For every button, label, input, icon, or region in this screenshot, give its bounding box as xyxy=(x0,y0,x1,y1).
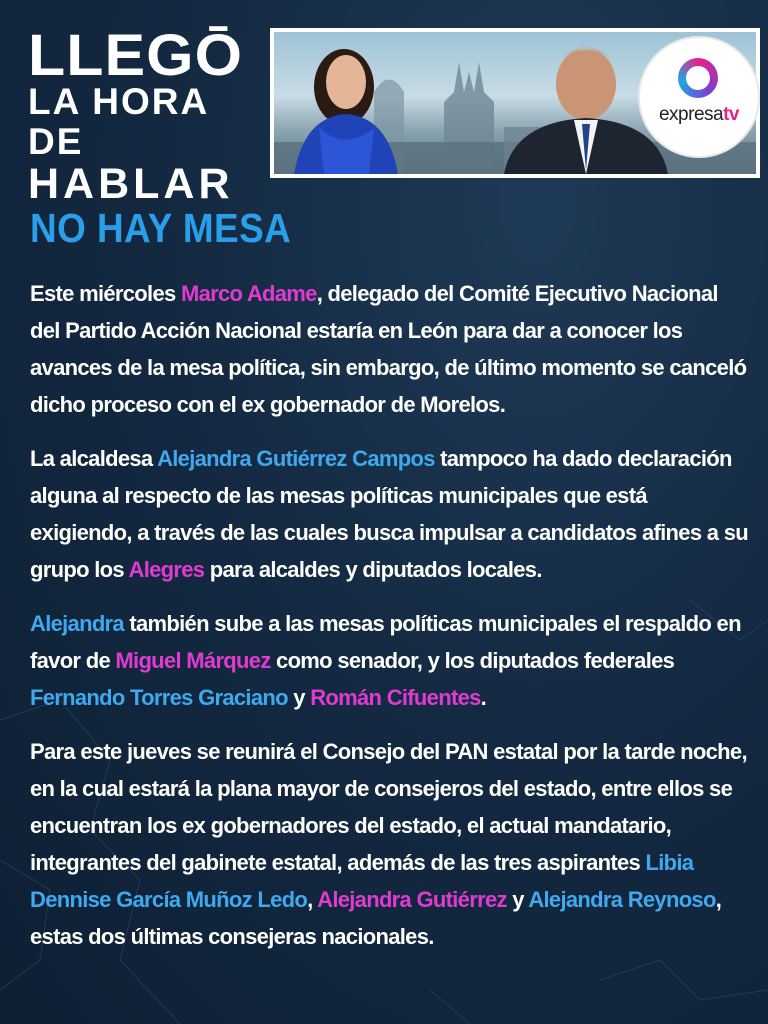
logo-line-1: LLEGŌ xyxy=(28,23,244,88)
highlight-name: Alejandra xyxy=(30,611,124,636)
article-heading: NO HAY MESA xyxy=(30,205,292,251)
paragraph-4: Para este jueves se reunirá el Consejo del PAN estatal por la tarde noche, en la cual estará la plana mayor de consejeros del estado, entre ellos se encuentran los ex gobernadores del estado, el actual mandatario, integrantes del gabinete estatal, además de las tres aspirantes Libia Dennise García Muñoz Ledo, Alejandra Gutiérrez y Alejandra Reynoso, estas dos últimas consejeras nacionales. xyxy=(30,739,747,949)
highlight-name: Fernando Torres Graciano xyxy=(30,685,288,710)
highlight-name: Alejandra Gutiérrez xyxy=(317,887,507,912)
logo-line-3: HABLAR xyxy=(28,160,234,208)
logo-line-2: LA HORA DE xyxy=(28,81,208,162)
paragraph-2: La alcaldesa Alejandra Gutiérrez Campos tampoco ha dado declaración alguna al respecto de las mesas políticas municipales que está exigiendo, a través de las cuales busca impulsar a candidatos afines a su grupo los Alegres para alcaldes y diputados locales. xyxy=(30,446,748,582)
show-logo xyxy=(28,23,248,208)
highlight-name: Marco Adame xyxy=(180,281,317,306)
brand-name: expresa xyxy=(658,104,724,125)
highlight-name: Alegres xyxy=(128,557,205,582)
highlight-name: Miguel Márquez xyxy=(115,648,271,673)
highlight-name: Román Cifuentes xyxy=(310,685,481,710)
highlight-name: Alejandra Gutiérrez Campos xyxy=(157,446,435,471)
brand-ring-icon xyxy=(678,58,718,98)
article-body xyxy=(30,275,748,972)
highlight-name: Libia Dennise García Muñoz Ledo xyxy=(30,850,694,912)
brand-suffix: tv xyxy=(723,104,739,125)
paragraph-1: Este miércoles Marco Adame, delegado del Comité Ejecutivo Nacional del Partido Acción Nacional estaría en León para dar a conocer los avances de la mesa política, sin embargo, de último momento se canceló dicho proceso con el ex gobernador de Morelos. xyxy=(30,281,747,417)
paragraph-3: Alejandra también sube a las mesas políticas municipales el respaldo en favor de Miguel Márquez como senador, y los diputados federales Fernando Torres Graciano y Román Cifuentes. xyxy=(30,611,741,710)
highlight-name: Alejandra Reynoso xyxy=(528,887,716,912)
expresatv-logo xyxy=(640,38,758,156)
